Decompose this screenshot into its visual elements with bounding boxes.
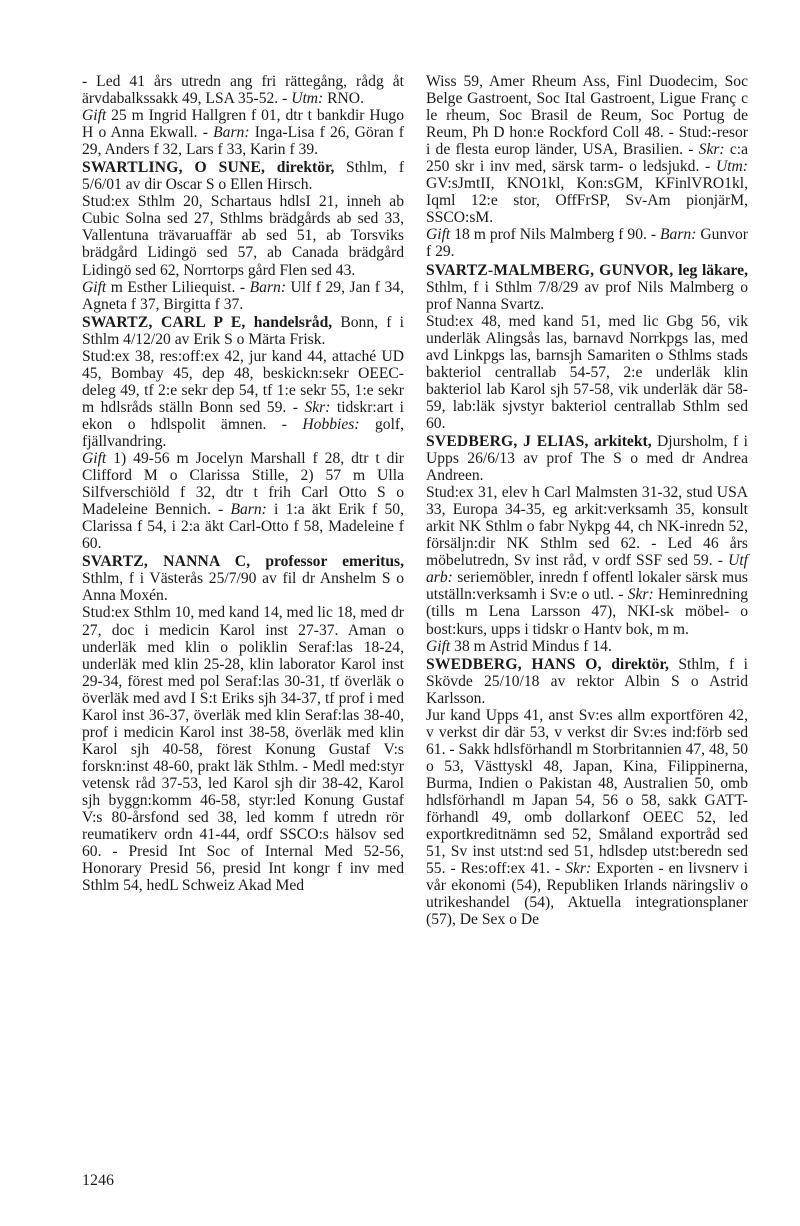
entry-swartz-carl-head: SWARTZ, CARL P E, handelsråd, Bonn, f i Sthlm 4/12/20 av Erik S o Märta Frisk. xyxy=(82,313,404,348)
entry-svartz-malmberg-head: SVARTZ-MALMBERG, GUNVOR, leg läkare, Sthlm, f i Sthlm 7/8/29 av prof Nils Malmberg o prof Nanna Svartz. xyxy=(426,261,749,313)
right-column xyxy=(426,73,748,928)
entry-swartling-career: Stud:ex Sthlm 20, Schartaus hdlsI 21, inneh ab Cubic Solna sed 27, Sthlms brädgårds ab sed 33, Vallentuna trävaruaffär ab sed 51, ab Torsviks brädgård Lidingö sed 57, ab Canada brädgård Lidingö sed 62, Norrtorps gård Flen sed 43. xyxy=(82,193,404,279)
entry-svedberg-family: Gift 38 m Astrid Mindus f 14. xyxy=(426,637,612,655)
entry-swartz-carl-family: Gift 1) 49-56 m Jocelyn Marshall f 28, dtr t dir Clifford M o Clarissa Stille, 2) 57 m Ulla Silfverschiöld f 32, dtr t frih Carl Otto S o Madeleine Bennich. - Barn: i 1:a äkt Erik f 50, Clarissa f 54, i 2:a äkt Carl-Otto f 58, Madeleine f 60. xyxy=(82,450,405,553)
entry-swedberg-head: SWEDBERG, HANS O, direktör, Sthlm, f i Skövde 25/10/18 av rektor Albin S o Astrid Karlsson. xyxy=(426,655,748,707)
left-column xyxy=(82,73,404,894)
entry-swartling-head: SWARTLING, O SUNE, direktör, Sthlm, f 5/6/01 av dir Oscar S o Ellen Hirsch. xyxy=(82,159,405,194)
entry-svedberg-head: SVEDBERG, J ELIAS, arkitekt, Djursholm, f i Upps 26/6/13 av prof The S o med dr Andrea Andreen. xyxy=(426,432,748,485)
entry-svartz-malmberg-career: Stud:ex 48, med kand 51, med lic Gbg 56, vik underläk Alingsås las, barnavd Norrkpgs las, med avd Linkpgs las, barnsjh Samariten o Sthlms stads bakteriol centrallab 54-57, 2:e underläk klin bakteriol lab Karol sjh 57-58, vik underläk där 58-59, lab:läk sjvstyr bakteriol centrallab Sthlm sed 60. xyxy=(426,312,748,432)
entry-svedberg-career: Stud:ex 31, elev h Carl Malmsten 31-32, stud USA 33, Europa 34-35, eg arkit:verksamh 35, konsult arkit NK Sthlm o fabr Nykpg 44, ch NK-inredn 52, försäljn:dir NK Sthlm sed 62. - Led 46 års möbelutredn, Sv inst råd, v ordf SSF sed 59. - Utf arb: seriemöbler, inredn f offentl lokaler särsk mus utställn:verksamh i Sv:e o utl. - Skr: Heminredning (tills m Lena Larsson 47), NKI-sk möbel- o bost:kurs, upps i tidskr o Hantv bok, m m. xyxy=(426,484,748,638)
page-number: 1246 xyxy=(82,1172,114,1189)
entry-svartz-nanna-career: Stud:ex Sthlm 10, med kand 14, med lic 18, med dr 27, doc i medicin Karol inst 27-37. Aman o underläk med klin o poliklin Seraf:las 18-24, underläk med klin 25-28, klin laborator Karol inst 29-34, förest med pol Seraf:las 30-31, tf överläk o överläk med avd I S:t Eriks sjh 34-37, tf prof i med Karol inst 36-37, överläk med klin Seraf:las 38-40, prof i medicin Karol inst 38-58, överläk med klin Karol sjh 40-58, förest Konung Gustaf V:s forskn:inst 48-60, prakt läk Sthlm. - Medl med:styr vetensk råd 37-53, led Karol sjh dir 38-42, Karol sjh byggn:komm 46-58, styr:led Konung Gustaf V:s 80-årsfond sed 38, led komm f utredn rör reumatikerv ordn 41-44, ordf SSCO:s hälsov sed 60. - Presid Int Soc of Internal Med 52-56, Honorary Presid 56, presid Int kongr f inv med Sthlm 54, hedL Schweiz Akad Med xyxy=(82,604,404,895)
entry-swartling-family: Gift m Esther Liliequist. - Barn: Ulf f 29, Jan f 34, Agneta f 37, Birgitta f 37. xyxy=(82,278,404,313)
entry-svartz-nanna-head: SVARTZ, NANNA C, professor emeritus, Sthlm, f i Västerås 25/7/90 av fil dr Anshelm S o Anna Moxén. xyxy=(82,553,404,605)
entry-swedberg-career: Jur kand Upps 41, anst Sv:es allm exportfören 42, v verkst dir där 53, v verkst dir Sv:es ind:förb sed 61. - Sakk hdlsförhandl m Storbritannien 47, 48, 50 o 53, Västtyskl 48, Japan, Kina, Filippinerna, Burma, Indien o Pakistan 48, Australien 50, omb hdlsförhandl m Japan 54, 56 o 58, sakk GATT-förhandl 49, omb dollarkonf OEEC 52, led exportkreditnämn sed 52, Småland exportråd sed 51, Sv inst utst:nd sed 51, hdlsdep utst:beredn sed 55. - Res:off:ex 41. - Skr: Exporten - en livsnerv i vår ekonomi (54), Republiken Irlands näringsliv o utrikeshandel (54), Aktuella integrationsplaner (57), De Sex o De xyxy=(426,706,748,929)
entry-continuation-family: Gift 25 m Ingrid Hallgren f 01, dtr t bankdir Hugo H o Anna Ekwall. - Barn: Inga-Lisa f 26, Göran f 29, Anders f 32, Lars f 33, Karin f 39. xyxy=(82,107,404,159)
entry-svartz-nanna-family: Gift 18 m prof Nils Malmberg f 90. - Barn: Gunvor f 29. xyxy=(426,226,748,261)
entry-continuation: - Led 41 års utredn ang fri rättegång, rådg åt ärvdabalkssakk 49, LSA 35-52. - Utm: RNO. xyxy=(82,73,404,108)
entry-swartz-carl-career: Stud:ex 38, res:off:ex 42, jur kand 44, attaché UD 45, Bombay 45, dep 48, beskickn:sekr OEEC-deleg 49, tf 2:e sekr dep 54, tf 1:e sekr 55, 1:e sekr m hdlsråds ställn Bonn sed 59. - Skr: tidskr:art i ekon o hdlspolit ämnen. - Hobbies: golf, fjällvandring. xyxy=(82,347,405,450)
entry-svartz-nanna-continued: Wiss 59, Amer Rheum Ass, Finl Duodecim, Soc Belge Gastroent, Soc Ital Gastroent, Ligue Franç c le rheum, Soc Brasil de Reum, Soc Portug de Reum, Ph D hon:e Rockford Coll 48. - Stud:-resor i de flesta europ länder, USA, Brasilien. - Skr: c:a 250 skr i inv med, särsk tarm- o ledsjukd. - Utm: GV:sJmtII, KNO1kl, Kon:sGM, KFinlVRO1kl, Iqml 12:e stor, OffFrSP, Sv-Am pionjärM, SSCO:sM. xyxy=(426,73,748,227)
